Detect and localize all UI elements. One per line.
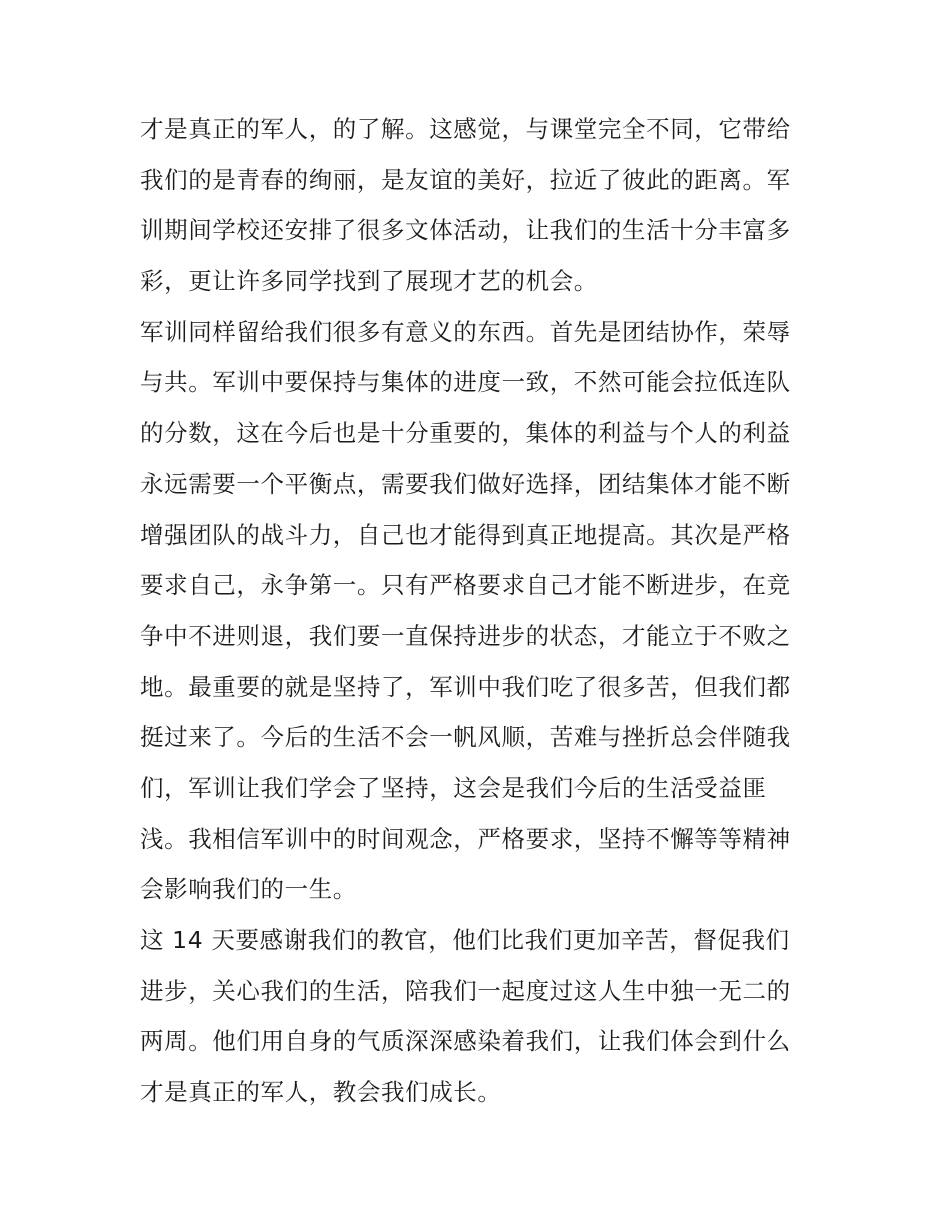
text-line: 与共。军训中要保持与集体的进度一致，不然可能会拉低连队 <box>140 368 791 397</box>
text-line: 才是真正的军人，教会我们成长。 <box>140 1078 502 1107</box>
text-line: 挺过来了。今后的生活不会一帆风顺，苦难与挫折总会伴随我 <box>140 723 791 752</box>
text-line: 增强团队的战斗力，自己也才能得到真正地提高。其次是严格 <box>140 520 791 549</box>
document-body <box>140 104 812 1118</box>
text-line: 这 14 天要感谢我们的教官，他们比我们更加辛苦，督促我们 <box>140 926 790 954</box>
text-line: 地。最重要的就是坚持了，军训中我们吃了很多苦，但我们都 <box>140 672 791 701</box>
text-line: 们，军训让我们学会了坚持，这会是我们今后的生活受益匪 <box>140 773 767 802</box>
text-line: 会影响我们的一生。 <box>140 875 357 904</box>
text-line: 军训同样留给我们很多有意义的东西。首先是团结协作，荣辱 <box>140 317 791 346</box>
text-line: 我们的是青春的绚丽，是友谊的美好，拉近了彼此的距离。军 <box>140 165 791 194</box>
text-line: 的分数，这在今后也是十分重要的，集体的利益与个人的利益 <box>140 419 791 448</box>
text-line: 争中不进则退，我们要一直保持进步的状态，才能立于不败之 <box>140 621 791 650</box>
text-line: 才是真正的军人，的了解。这感觉，与课堂完全不同，它带给 <box>140 115 791 143</box>
text-line: 永远需要一个平衡点，需要我们做好选择，团结集体才能不断 <box>140 469 791 498</box>
text-line: 彩，更让许多同学找到了展现才艺的机会。 <box>140 267 598 296</box>
text-line: 进步，关心我们的生活，陪我们一起度过这人生中独一无二的 <box>140 976 791 1005</box>
text-line: 训期间学校还安排了很多文体活动，让我们的生活十分丰富多 <box>140 216 791 245</box>
text-line: 要求自己，永争第一。只有严格要求自己才能不断进步，在竞 <box>140 571 791 600</box>
text-line: 两周。他们用自身的气质深深感染着我们，让我们体会到什么 <box>140 1027 791 1056</box>
text-line: 浅。我相信军训中的时间观念，严格要求，坚持不懈等等精神 <box>140 824 791 853</box>
